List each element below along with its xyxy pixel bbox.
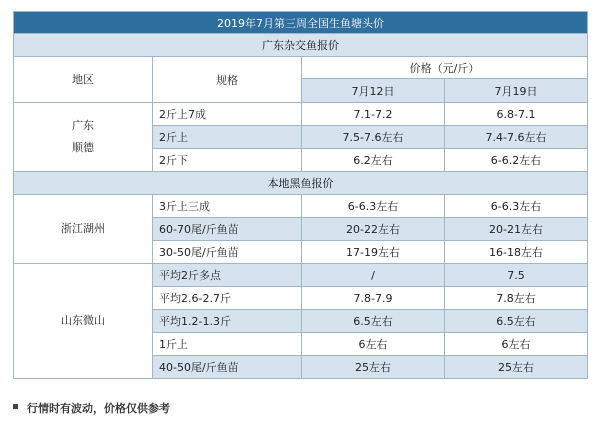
spec-cell: 1斤上 bbox=[153, 333, 302, 356]
price-cell: 20-21左右 bbox=[445, 218, 588, 241]
spec-cell: 3斤上三成 bbox=[153, 195, 302, 218]
spec-cell: 2斤下 bbox=[153, 149, 302, 172]
price-cell: 16-18左右 bbox=[445, 241, 588, 264]
spec-cell: 60-70尾/斤鱼苗 bbox=[153, 218, 302, 241]
spec-cell: 2斤上 bbox=[153, 126, 302, 149]
price-cell: 7.4-7.6左右 bbox=[445, 126, 588, 149]
price-cell: 6.5左右 bbox=[302, 310, 445, 333]
region-guangdong-line1: 广东 bbox=[72, 119, 94, 132]
disclaimer-note: 行情时有波动，价格仅供参考 bbox=[27, 402, 170, 415]
region-shandong: 山东微山 bbox=[14, 264, 153, 379]
spec-cell: 2斤上7成 bbox=[153, 103, 302, 126]
price-cell: 6-6.3左右 bbox=[302, 195, 445, 218]
price-cell: 7.8左右 bbox=[445, 287, 588, 310]
price-cell: / bbox=[302, 264, 445, 287]
header-price: 价格（元/斤） bbox=[302, 57, 588, 79]
bullet-square-icon bbox=[13, 404, 18, 409]
spec-cell: 平均1.2-1.3斤 bbox=[153, 310, 302, 333]
price-cell: 6.8-7.1 bbox=[445, 103, 588, 126]
price-table bbox=[13, 11, 588, 379]
price-cell: 7.8-7.9 bbox=[302, 287, 445, 310]
price-cell: 6-6.3左右 bbox=[445, 195, 588, 218]
spec-cell: 30-50尾/斤鱼苗 bbox=[153, 241, 302, 264]
price-table-container bbox=[13, 11, 587, 379]
price-cell: 6.5左右 bbox=[445, 310, 588, 333]
region-zhejiang: 浙江湖州 bbox=[14, 195, 153, 264]
spec-cell: 40-50尾/斤鱼苗 bbox=[153, 356, 302, 379]
price-cell: 25左右 bbox=[445, 356, 588, 379]
section-title-local-snakehead: 本地黑鱼报价 bbox=[14, 172, 588, 195]
price-cell: 7.1-7.2 bbox=[302, 103, 445, 126]
spec-cell: 平均2斤多点 bbox=[153, 264, 302, 287]
price-cell: 6左右 bbox=[302, 333, 445, 356]
price-cell: 6.2左右 bbox=[302, 149, 445, 172]
price-cell: 20-22左右 bbox=[302, 218, 445, 241]
region-guangdong-line2: 顺德 bbox=[72, 141, 94, 154]
price-cell: 7.5-7.6左右 bbox=[302, 126, 445, 149]
header-date-1: 7月12日 bbox=[302, 79, 445, 103]
section-title-guangdong: 广东杂交鱼报价 bbox=[14, 34, 588, 57]
price-cell: 6左右 bbox=[445, 333, 588, 356]
price-cell: 6-6.2左右 bbox=[445, 149, 588, 172]
header-date-2: 7月19日 bbox=[445, 79, 588, 103]
header-spec: 规格 bbox=[153, 57, 302, 103]
header-region: 地区 bbox=[14, 57, 153, 103]
spec-cell: 平均2.6-2.7斤 bbox=[153, 287, 302, 310]
price-cell: 25左右 bbox=[302, 356, 445, 379]
region-guangdong bbox=[14, 103, 153, 172]
price-cell: 17-19左右 bbox=[302, 241, 445, 264]
table-title: 2019年7月第三周全国生鱼塘头价 bbox=[14, 12, 588, 34]
price-cell: 7.5 bbox=[445, 264, 588, 287]
